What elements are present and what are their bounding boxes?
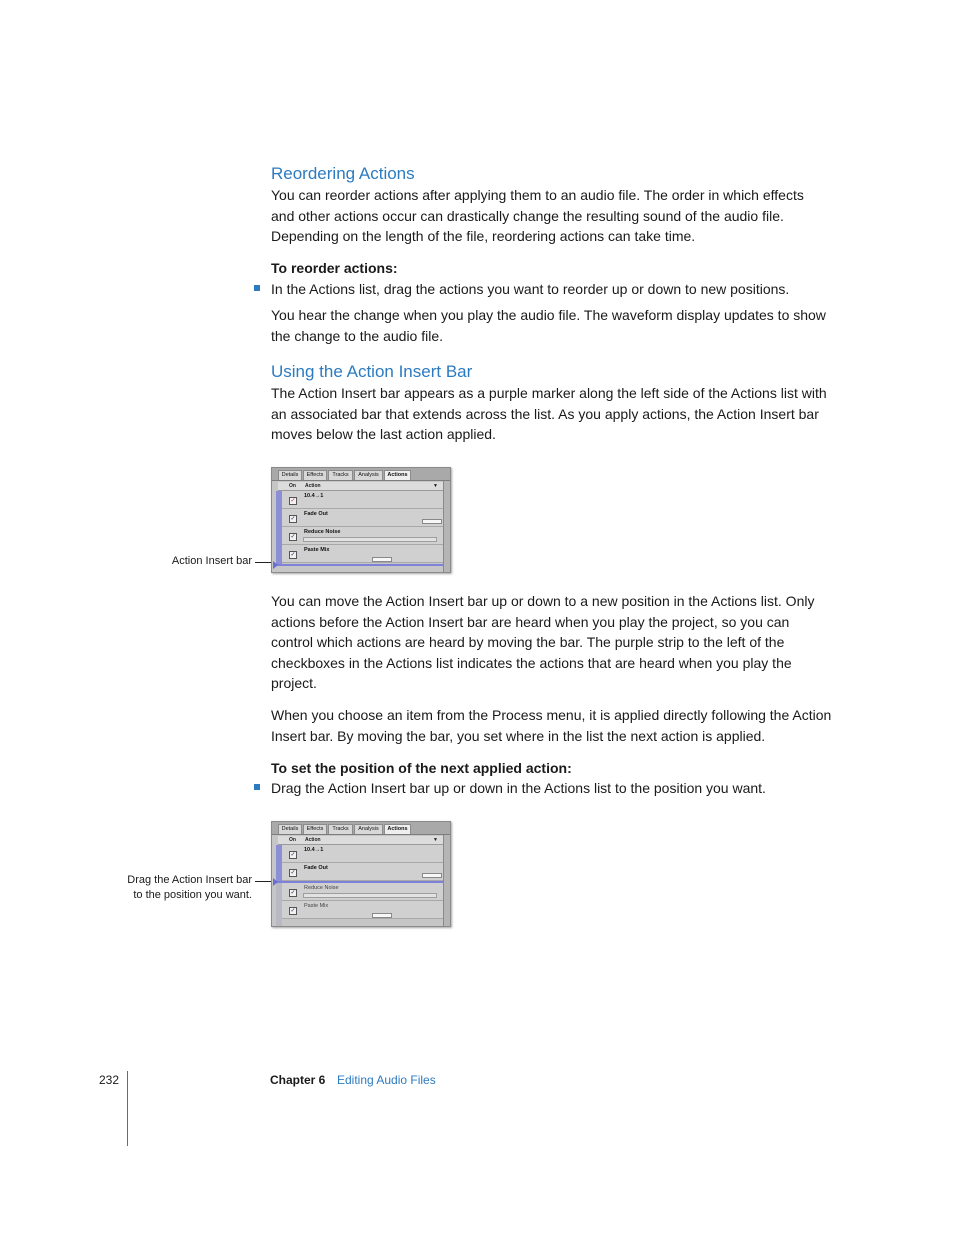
checkbox-icon[interactable]: ✓ xyxy=(290,908,296,914)
action-name: Paste Mix xyxy=(304,547,330,553)
scrollbar[interactable] xyxy=(443,835,450,926)
action-name: Fade Out xyxy=(304,865,328,871)
position-step: Drag the Action Insert bar up or down in the Actions list to the position you want. xyxy=(271,780,766,796)
action-name: 10.4→1 xyxy=(304,847,324,853)
footer-chapter-title[interactable]: Editing Audio Files xyxy=(337,1073,436,1087)
action-name: 10.4→1 xyxy=(304,493,324,499)
checkbox-icon[interactable]: ✓ xyxy=(290,498,296,504)
checkbox-icon[interactable]: ✓ xyxy=(290,552,296,558)
bullet-icon xyxy=(254,784,260,790)
action-row[interactable] xyxy=(282,491,444,509)
actions-list-screenshot-2 xyxy=(271,821,451,927)
column-on[interactable]: On xyxy=(289,483,296,489)
checkbox-icon[interactable]: ✓ xyxy=(290,534,296,540)
column-action[interactable]: Action xyxy=(305,483,321,489)
action-name: Fade Out xyxy=(304,511,328,517)
bullet-icon xyxy=(254,285,260,291)
action-row[interactable] xyxy=(282,845,444,863)
checkbox-icon[interactable]: ✓ xyxy=(290,852,296,858)
action-row[interactable] xyxy=(282,863,444,881)
checkbox-icon[interactable]: ✓ xyxy=(290,870,296,876)
checkbox-icon[interactable]: ✓ xyxy=(290,890,296,896)
insert-bar-para-3: When you choose an item from the Process menu, it is applied directly following the Action Insert bar. By moving the bar, you set where in the list the next action is applied. xyxy=(271,707,832,744)
footer-chapter: Chapter 6 xyxy=(270,1073,326,1087)
actions-list-screenshot xyxy=(271,467,451,573)
column-header xyxy=(278,482,444,491)
tab-details[interactable]: Details xyxy=(278,470,302,480)
tab-actions[interactable]: Actions xyxy=(384,470,411,480)
slider-knob[interactable] xyxy=(372,913,392,918)
callout-drag-insert-bar xyxy=(110,873,252,903)
tab-analysis[interactable]: Analysis xyxy=(354,824,383,834)
action-name: Reduce Noise xyxy=(304,885,339,891)
task-heading-reorder: To reorder actions: xyxy=(271,260,398,276)
action-row[interactable] xyxy=(282,883,444,901)
tab-effects[interactable]: Effects xyxy=(303,470,327,480)
action-name: Reduce Noise xyxy=(304,529,341,535)
action-row[interactable] xyxy=(282,509,444,527)
checkbox-icon[interactable]: ✓ xyxy=(290,516,296,522)
sort-arrow-icon[interactable]: ▼ xyxy=(433,483,438,489)
reordering-body: You can reorder actions after applying them to an audio file. The order in which effects and other actions occur can drastically change the resulting sound of the audio file. Depending on the length of the file, reordering actions can take time. xyxy=(271,187,804,244)
action-insert-bar[interactable] xyxy=(276,564,444,566)
slider-track xyxy=(303,537,437,542)
insert-bar-para-2: You can move the Action Insert bar up or down to a new position in the Actions list. Only actions before the Action Insert bar are heard when you play the project, so you can control which actions are heard by moving the bar. The purple strip to the left of the checkboxes in the Actions list indicates the actions that are heard when you play the project. xyxy=(271,593,815,691)
tab-details[interactable]: Details xyxy=(278,824,302,834)
reorder-step: In the Actions list, drag the actions you want to reorder up or down to new positions. xyxy=(271,281,790,297)
column-header xyxy=(278,836,444,845)
sort-arrow-icon[interactable]: ▼ xyxy=(433,837,438,843)
tab-bar xyxy=(272,468,450,481)
callout-line-2: to the position you want. xyxy=(133,889,252,901)
action-name: Paste Mix xyxy=(304,903,329,909)
section-heading-action-insert-bar: Using the Action Insert Bar xyxy=(271,362,473,381)
callout-action-insert-bar: Action Insert bar xyxy=(171,555,252,567)
insert-marker-icon[interactable] xyxy=(273,561,278,569)
tab-tracks[interactable]: Tracks xyxy=(328,824,353,834)
task-heading-position: To set the position of the next applied action: xyxy=(271,760,572,776)
action-row[interactable] xyxy=(282,901,444,919)
tab-analysis[interactable]: Analysis xyxy=(354,470,383,480)
action-row[interactable] xyxy=(282,545,444,563)
page-number: 232 xyxy=(99,1073,120,1087)
tab-actions[interactable]: Actions xyxy=(384,824,411,834)
column-action[interactable]: Action xyxy=(305,837,321,843)
tab-tracks[interactable]: Tracks xyxy=(328,470,353,480)
action-row[interactable] xyxy=(282,527,444,545)
footer-rule xyxy=(127,1071,128,1146)
slider-knob[interactable] xyxy=(422,519,442,524)
column-on[interactable]: On xyxy=(289,837,296,843)
insert-marker-icon[interactable] xyxy=(273,878,278,886)
tab-effects[interactable]: Effects xyxy=(303,824,327,834)
slider-knob[interactable] xyxy=(422,873,442,878)
callout-line-1: Drag the Action Insert bar xyxy=(127,874,252,886)
section-heading-reordering: Reordering Actions xyxy=(271,164,415,183)
slider-knob[interactable] xyxy=(372,557,392,562)
slider-track xyxy=(303,893,437,898)
insert-bar-body: The Action Insert bar appears as a purple marker along the left side of the Actions list with an associated bar that extends across the list. As you apply actions, the Action Insert bar moves below the last action applied. xyxy=(271,385,827,442)
tab-bar xyxy=(272,822,450,835)
scrollbar[interactable] xyxy=(443,481,450,572)
reorder-result: You hear the change when you play the audio file. The waveform display updates to show the change to the audio file. xyxy=(271,307,826,344)
